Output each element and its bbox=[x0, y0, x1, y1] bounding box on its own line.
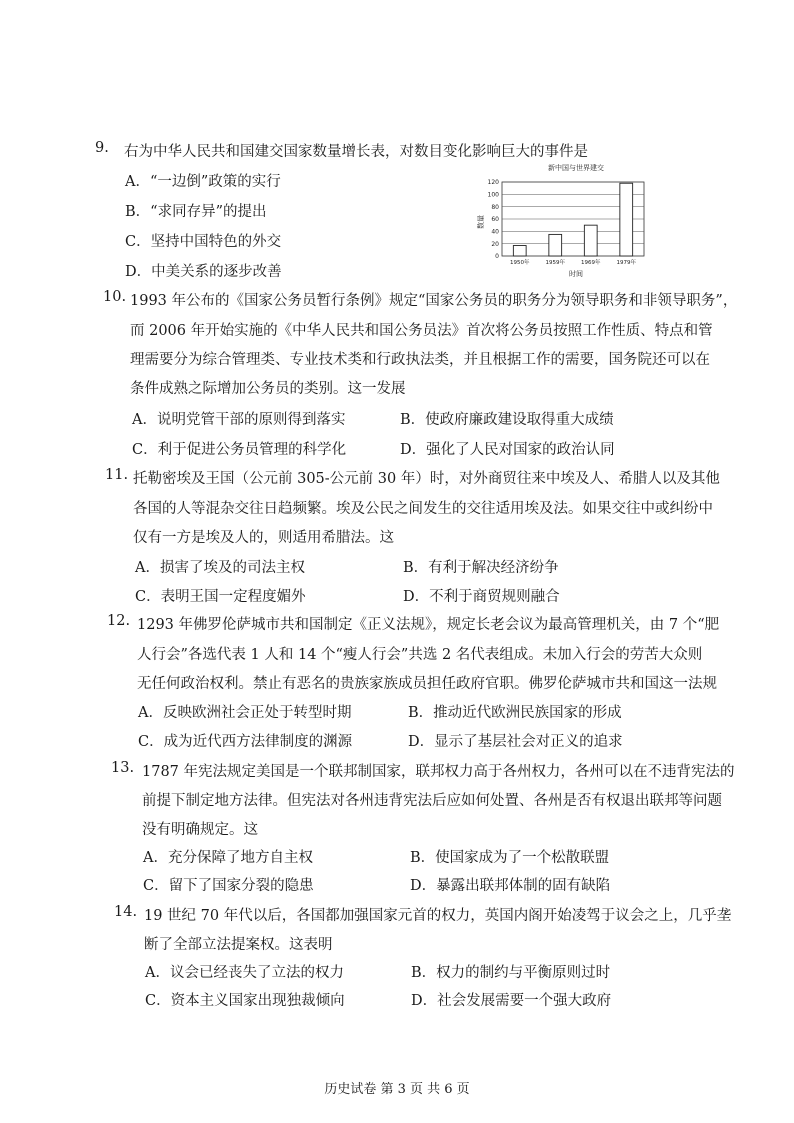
option-d: D．暴露出联邦体制的固有缺陷 bbox=[410, 878, 611, 894]
question-stem-line: 各国的人等混杂交往日趋频繁。埃及公民之间发生的交往适用埃及法。如果交往中或纠纷中 bbox=[133, 501, 713, 517]
question-stem-line: 而 2006 年开始实施的《中华人民共和国公务员法》首次将公务员按照工作性质、特点和管 bbox=[130, 323, 713, 339]
bar bbox=[620, 183, 633, 256]
x-axis-ticks bbox=[510, 258, 636, 266]
option-d: D．不利于商贸规则融合 bbox=[403, 589, 560, 605]
option-b: B．有利于解决经济纷争 bbox=[403, 560, 559, 576]
question-stem-line: 1787 年宪法规定美国是一个联邦制国家，联邦权力高于各州权力，各州可以在不违背宪法的 bbox=[142, 764, 735, 780]
option-d: D．显示了基层社会对正义的追求 bbox=[408, 734, 623, 750]
question-number: 9. bbox=[95, 140, 109, 156]
y-tick-label: 100 bbox=[487, 191, 499, 199]
option-b: B．推动近代欧洲民族国家的形成 bbox=[408, 705, 622, 721]
option-a: A．充分保障了地方自主权 bbox=[143, 850, 313, 866]
bar bbox=[549, 234, 562, 256]
y-tick-label: 120 bbox=[487, 179, 499, 187]
question-stem: 右为中华人民共和国建交国家数量增长表，对数目变化影响巨大的事件是 bbox=[124, 144, 588, 160]
option-c: C．利于促进公务员管理的科学化 bbox=[132, 442, 347, 458]
option-b: B．使政府廉政建设取得重大成绩 bbox=[400, 412, 614, 428]
option-b: B．“求同存异”的提出 bbox=[125, 204, 267, 220]
y-tick-label: 40 bbox=[491, 228, 499, 236]
chart-title: 新中国与世界建交 bbox=[548, 164, 604, 172]
option-b: B．使国家成为了一个松散联盟 bbox=[410, 850, 610, 866]
bar bbox=[584, 225, 597, 256]
option-c: C．留下了国家分裂的隐患 bbox=[143, 878, 314, 894]
question-number: 11. bbox=[105, 467, 129, 483]
x-tick-label: 1979年 bbox=[616, 260, 636, 266]
question-stem-line: 没有明确规定。这 bbox=[142, 822, 258, 838]
option-c: C．表明王国一定程度媚外 bbox=[135, 589, 306, 605]
question-stem-line: 托勒密埃及王国（公元前 305-公元前 30 年）时，对外商贸往来中埃及人、希腊人以及其他 bbox=[133, 471, 720, 487]
option-a: A．说明党管干部的原则得到落实 bbox=[132, 412, 346, 428]
option-a: A．议会已经丧失了立法的权力 bbox=[145, 965, 344, 981]
question-number: 12. bbox=[107, 613, 131, 629]
option-a: A．反映欧洲社会正处于转型时期 bbox=[138, 705, 352, 721]
question-number: 14. bbox=[114, 904, 138, 920]
question-stem-line: 1293 年佛罗伦萨城市共和国制定《正义法规》，规定长老会议为最高管理机关，由 7 个“肥 bbox=[137, 617, 720, 633]
option-c: C．成为近代西方法律制度的渊源 bbox=[138, 734, 353, 750]
option-c: C．资本主义国家出现独裁倾向 bbox=[145, 993, 345, 1009]
option-d: D．中美关系的逐步改善 bbox=[125, 264, 282, 280]
y-tick-label: 0 bbox=[495, 253, 499, 261]
y-tick-label: 80 bbox=[491, 203, 499, 211]
question-stem-line: 仅有一方是埃及人的，则适用希腊法。这 bbox=[133, 530, 394, 546]
question-stem-line: 前提下制定地方法律。但宪法对各州违背宪法后应如何处置、各州是否有权退出联邦等问题 bbox=[142, 793, 722, 809]
question-stem-line: 理需要分为综合管理类、专业技术类和行政执法类，并且根据工作的需要，国务院还可以在 bbox=[130, 352, 710, 368]
question-number: 13. bbox=[111, 760, 135, 776]
bar bbox=[513, 246, 526, 256]
chart-xlabel: 时间 bbox=[569, 270, 583, 278]
bar-chart bbox=[478, 160, 650, 278]
y-tick-label: 60 bbox=[491, 216, 499, 224]
option-d: D．强化了人民对国家的政治认同 bbox=[400, 442, 615, 458]
x-tick-label: 1969年 bbox=[581, 260, 601, 266]
question-stem-line: 条件成熟之际增加公务员的类别。这一发展 bbox=[130, 381, 406, 397]
y-axis-ticks bbox=[488, 179, 500, 260]
question-stem-line: 人行会”各选代表 1 人和 14 个“瘦人行会”共选 2 名代表组成。未加入行会的劳苦大众则 bbox=[137, 647, 703, 663]
chart-ylabel: 数量 bbox=[477, 215, 485, 229]
option-a: A．“一边倒”政策的实行 bbox=[125, 174, 281, 190]
question-number: 10. bbox=[103, 289, 127, 305]
option-a: A．损害了埃及的司法主权 bbox=[135, 560, 305, 576]
x-tick-label: 1950年 bbox=[510, 260, 530, 266]
question-stem-line: 无任何政治权利。禁止有恶名的贵族家族成员担任政府官职。佛罗伦萨城市共和国这一法规 bbox=[137, 676, 717, 692]
question-stem-line: 19 世纪 70 年代以后，各国都加强国家元首的权力，英国内阁开始凌驾于议会之上，几乎垄 bbox=[144, 908, 732, 924]
y-tick-label: 20 bbox=[491, 240, 499, 248]
question-stem-line: 断了全部立法提案权。这表明 bbox=[144, 937, 333, 953]
question-stem-line: 1993 年公布的《国家公务员暂行条例》规定“国家公务员的职务分为领导职务和非领导职务”， bbox=[130, 293, 738, 309]
page-footer: 历史试卷 第 3 页 共 6 页 bbox=[324, 1082, 470, 1097]
x-tick-label: 1959年 bbox=[545, 260, 565, 266]
option-c: C．坚持中国特色的外交 bbox=[125, 234, 282, 250]
option-d: D．社会发展需要一个强大政府 bbox=[411, 993, 612, 1009]
option-b: B．权力的制约与平衡原则过时 bbox=[411, 965, 611, 981]
